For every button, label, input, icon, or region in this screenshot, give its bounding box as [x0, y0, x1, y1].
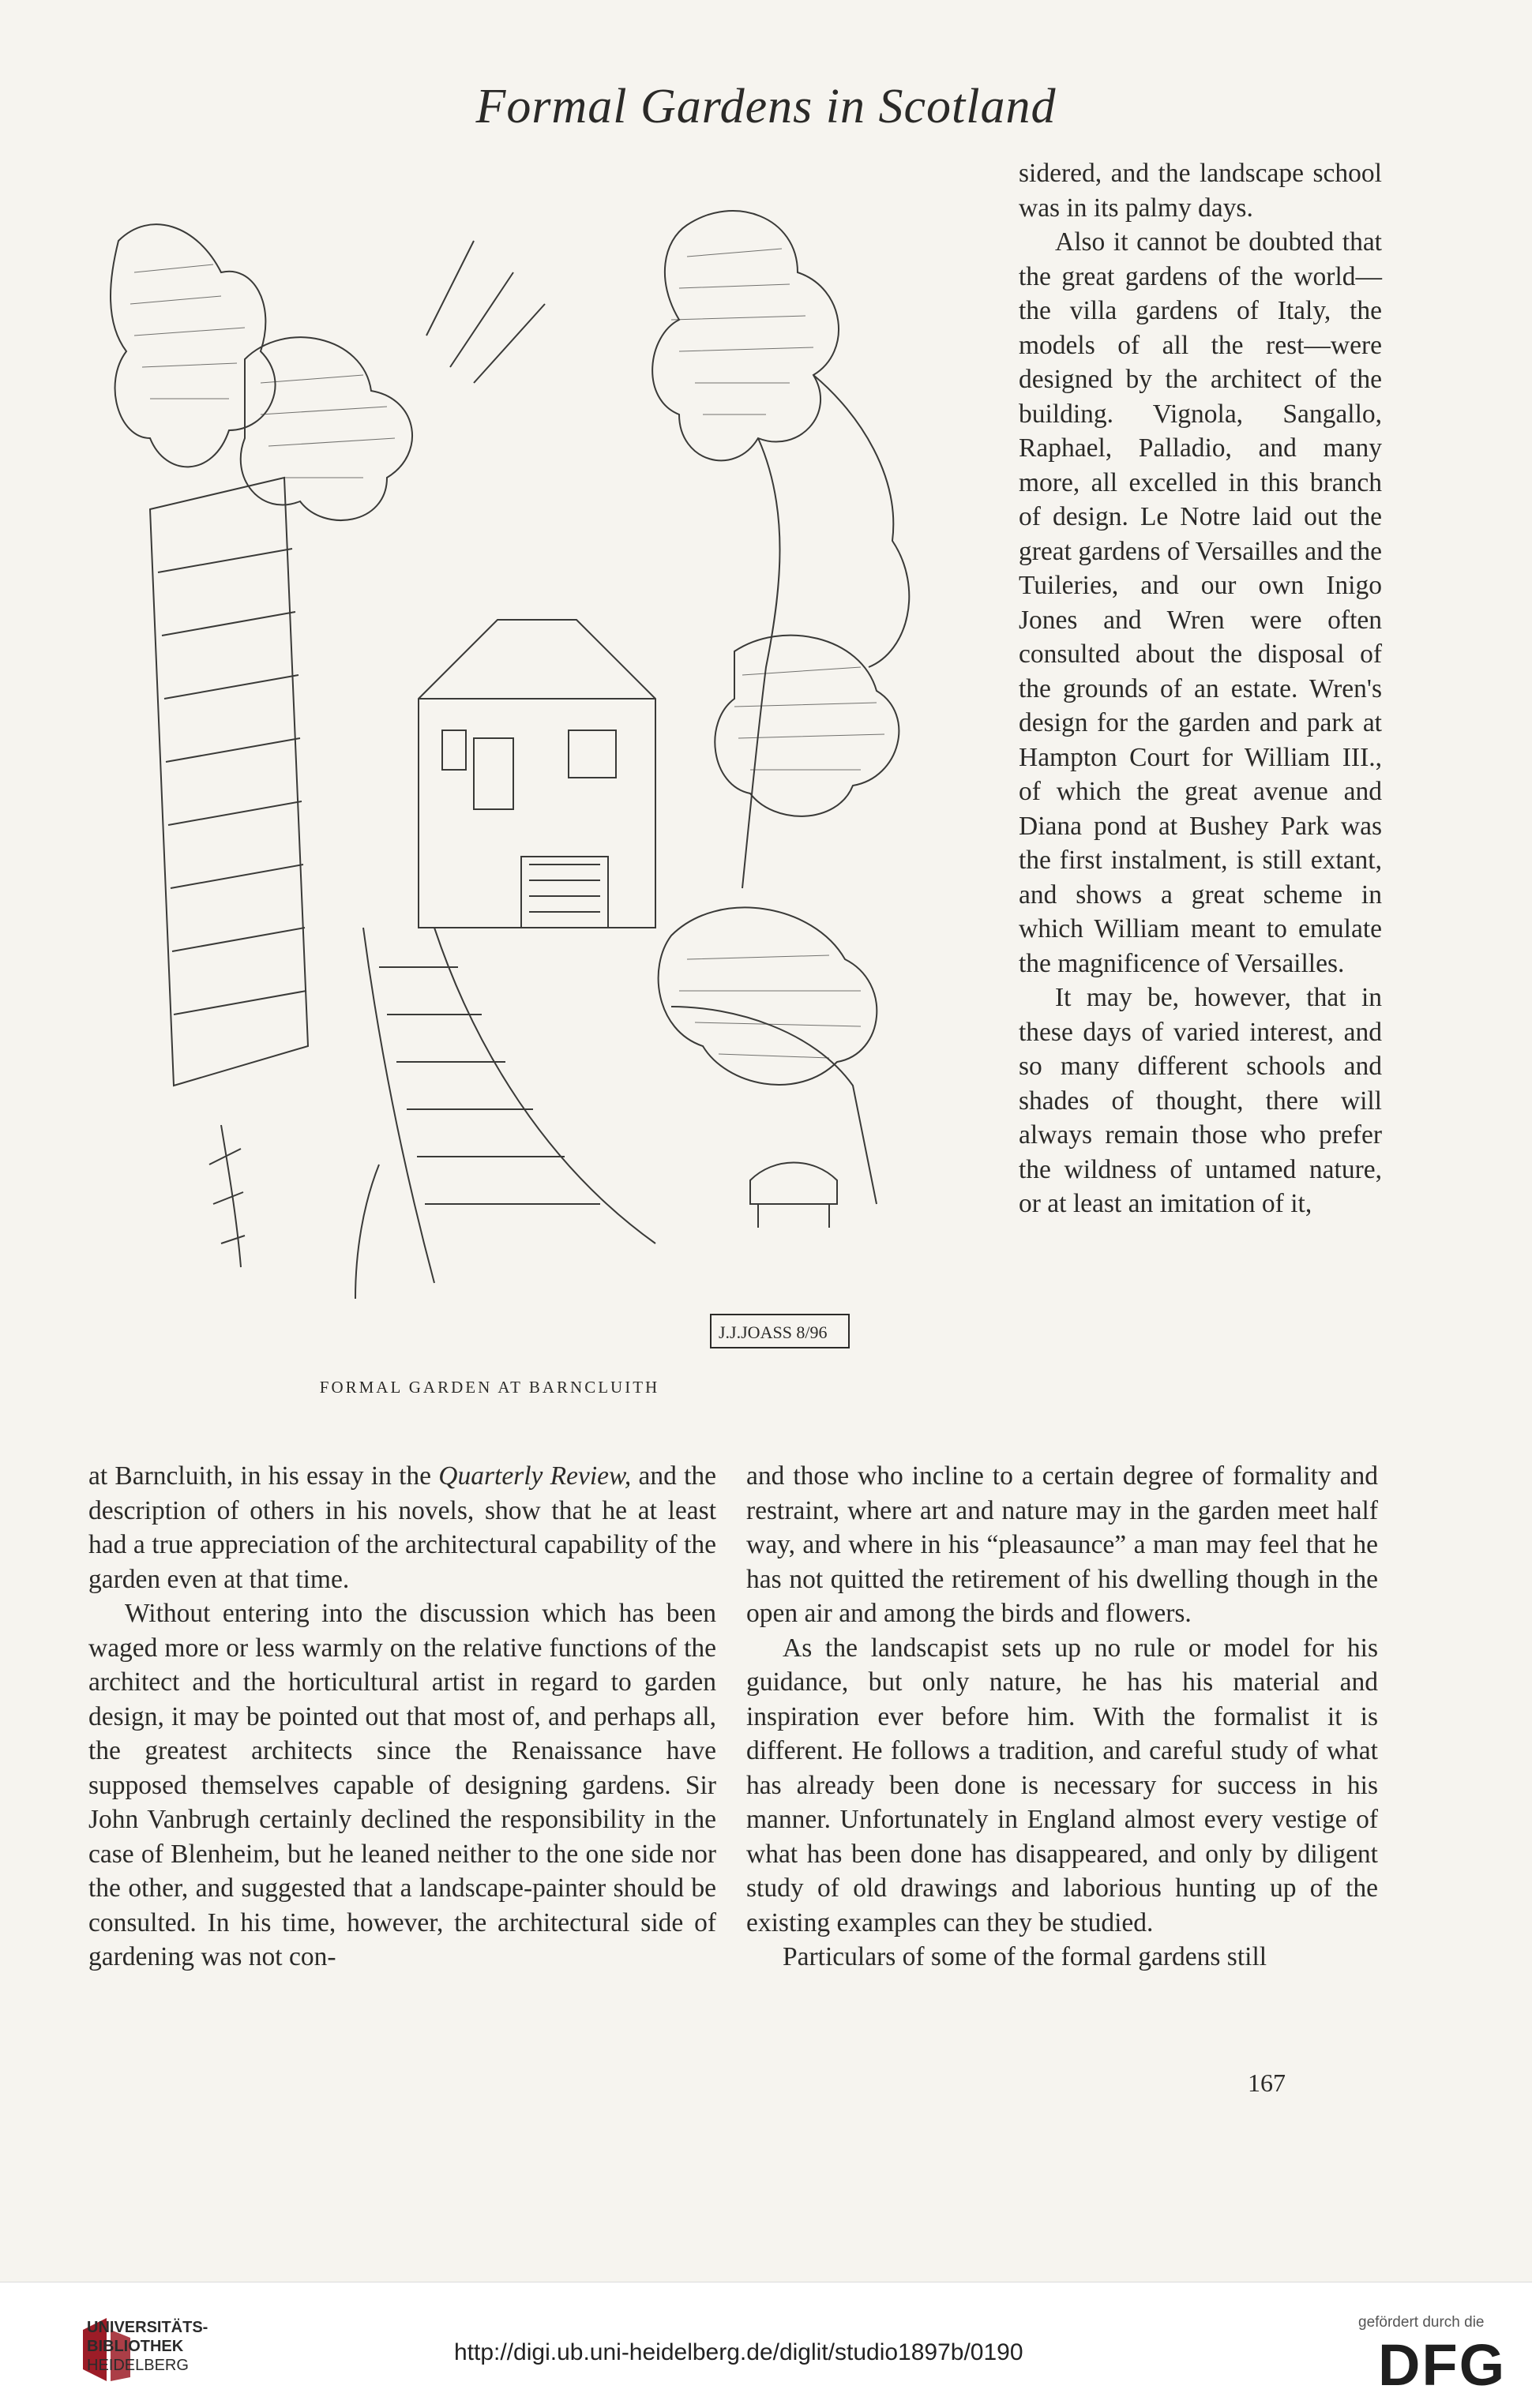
- paragraph: Without entering into the discussion which has been waged more or less warmly on the relative functions of the architect and the horticultural artist in regard to garden design, it may be pointed out that most of, and perhaps all, the greatest architects since the Renaissance have supposed themselves capable of designing gardens. Sir John Vanbrugh certainly declined the responsibility in the case of Blenheim, but he leaned neither to the one side nor the other, and suggested that a landscape-painter should be consulted. In his time, however, the architectural side of gardening was not con-: [88, 1599, 716, 1971]
- artist-signature: [711, 1315, 849, 1348]
- paragraph: sidered, and the landscape school was in its palmy days.: [1019, 159, 1382, 223]
- paragraph: Particulars of some of the formal gardens still: [783, 1942, 1267, 1971]
- dfg-logo: DFG: [1378, 2332, 1507, 2398]
- garden-illustration: [103, 178, 956, 1362]
- page-header: Formal Gardens in Scotland: [475, 80, 1057, 133]
- column-bottom-left: [88, 1459, 716, 1975]
- library-line: HEIDELBERG: [87, 2357, 189, 2374]
- permalink-url[interactable]: http://digi.ub.uni-heidelberg.de/diglit/studio1897b/0190: [454, 2339, 1023, 2365]
- column-bottom-right: [746, 1459, 1378, 1975]
- figure-caption: FORMAL GARDEN AT BARNCLUITH: [319, 1378, 660, 1397]
- journal-title: Quarterly Review,: [438, 1461, 632, 1491]
- paragraph: and those who incline to a certain degree of formality and restraint, where art and nature may in the garden meet half way, and where in his “pleasaunce” a man may feel that he has not quitted the retirement of his dwelling though in the open air and among the birds and flowers.: [746, 1461, 1378, 1628]
- page-number: 167: [1248, 2069, 1286, 2097]
- paragraph: Also it cannot be doubted that the great gardens of the world—the villa gardens of Italy, the models of all the rest—were designed by the architect of the building. Vignola, Sangallo, Raphael, Palladio, and many more, all excelled in this branch of design. Le Notre laid out the great gardens of Versailles and the Tuileries, and our own Inigo Jones and Wren were often consulted about the disposal of the grounds of an estate. Wren's design for the garden and park at Hampton Court for William III., of which the great avenue and Diana pond at Bushey Park was the first instalment, is still extant, and shows a great scheme in which William meant to emulate the magnificence of Versailles.: [1019, 227, 1382, 978]
- column-top-right: [1019, 156, 1382, 1221]
- paragraph: As the landscapist sets up no rule or model for his guidance, but only nature, he has his material and inspiration ever before him. With the formalist it is different. He follows a tradition, and careful study of what has already been done is necessary for success in his manner. Unfortunately in England almost every vestige of what has been done has disappeared, and only by diligent study of old drawings and laborious hunting up of the existing examples can they be studied.: [746, 1633, 1378, 1937]
- text-run: at Barncluith, in his essay in the: [88, 1461, 439, 1491]
- text-run: and the description of others in his novels, show that he at least had a true appreciation of the architectural capability of the garden even at that time.: [88, 1461, 717, 1594]
- library-line: BIBLIOTHEK: [87, 2338, 184, 2355]
- paragraph: It may be, however, that in these days of varied interest, and so many different schools and shades of thought, there will always remain those who prefer the wildness of untamed nature, or at least an imitation of it,: [1019, 983, 1382, 1218]
- footer-bar: [0, 2282, 1532, 2408]
- library-name: [87, 2318, 208, 2375]
- paragraph: [88, 1459, 716, 1596]
- svg-text:J.J.JOASS 8/96: J.J.JOASS 8/96: [719, 1322, 828, 1342]
- library-line: UNIVERSITÄTS-: [87, 2319, 208, 2336]
- funded-by-label: gefördert durch die: [1358, 2314, 1485, 2331]
